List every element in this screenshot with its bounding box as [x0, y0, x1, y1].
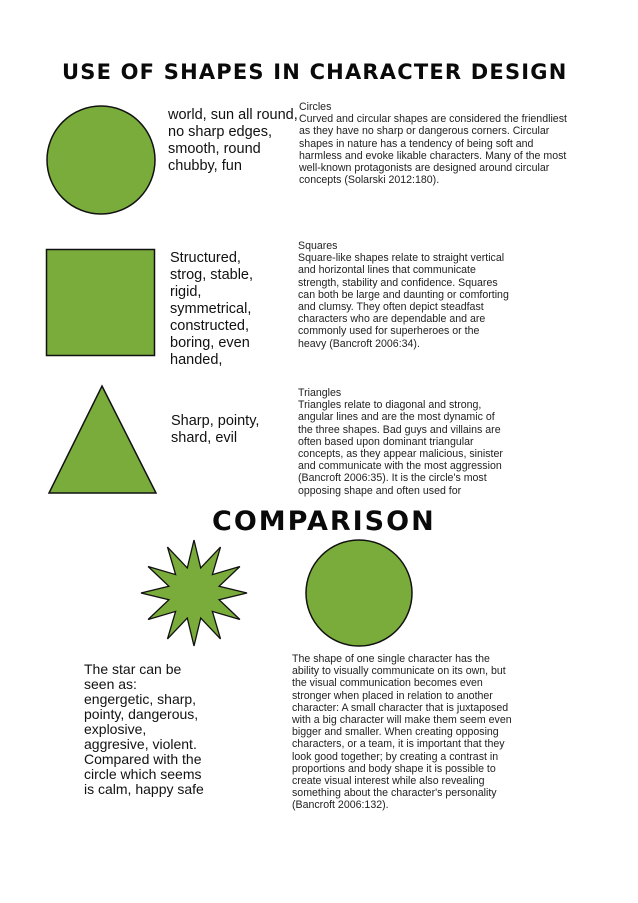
circle-keywords: world, sun all round, no sharp edges, smooth, round chubby, fun: [168, 107, 298, 174]
squares-heading: Squares: [298, 240, 338, 252]
page-title: USE OF SHAPES IN CHARACTER DESIGN: [62, 60, 568, 84]
triangles-heading: Triangles: [298, 387, 342, 399]
circles-description: [299, 101, 567, 186]
squares-body: Square-like shapes relate to straight vertical and horizontal lines that communicate strength, stability and confidence. Squares can both be large and daunting or comforting and clumsy. They often depict steadfast characters who are dependable and are commonly used for superheroes or the heavy (Bancroft 2006:34).: [298, 252, 509, 350]
triangle-keywords: Sharp, pointy, shard, evil: [171, 413, 260, 446]
triangles-body: Triangles relate to diagonal and strong, angular lines and are the most dynamic of the three shapes. Bad guys and villains are often based upon dominant triangular concepts, as they appear malicious, sinister and communicate with the most aggression (Bancroft 2006:35). It is the circle's most opposing shape and often used for: [298, 399, 503, 497]
square-shape-icon: [45, 248, 157, 358]
triangle-shape-icon: [47, 384, 159, 496]
star-shape-icon: [137, 538, 251, 648]
triangles-description: [298, 387, 503, 497]
comparison-circle-icon: [304, 538, 414, 648]
circles-body: Curved and circular shapes are considered the friendliest as they have no sharp or dangerous corners. Circular shapes in nature has a tendency of being soft and harmless and evoke likable characters. Many of the most well-known protagonists are designed around circular concepts (Solarski 2012:180).: [299, 113, 567, 187]
square-keywords: Structured, strog, stable, rigid, symmetrical, constructed, boring, even handed,: [170, 250, 254, 368]
comparison-body: The shape of one single character has the ability to visually communicate on its own, but the visual communication becomes even stronger when placed in relation to another character: A small character that is juxtaposed with a big character will make them seem even bigger and smaller. When creating opposing characters, or a team, it is important that they look good together; by creating a contrast in proportions and body shape it is possible to create visual interest while also revealing something about the character's personality (Bancroft 2006:132).: [292, 653, 512, 812]
star-description: The star can be seen as: engergetic, sharp, pointy, dangerous, explosive, aggresive, violent. Compared with the circle which seems is calm, happy safe: [84, 661, 204, 797]
squares-description: [298, 240, 509, 350]
comparison-title: COMPARISON: [212, 506, 436, 537]
circle-shape-icon: [45, 104, 157, 216]
circles-heading: Circles: [299, 101, 332, 113]
